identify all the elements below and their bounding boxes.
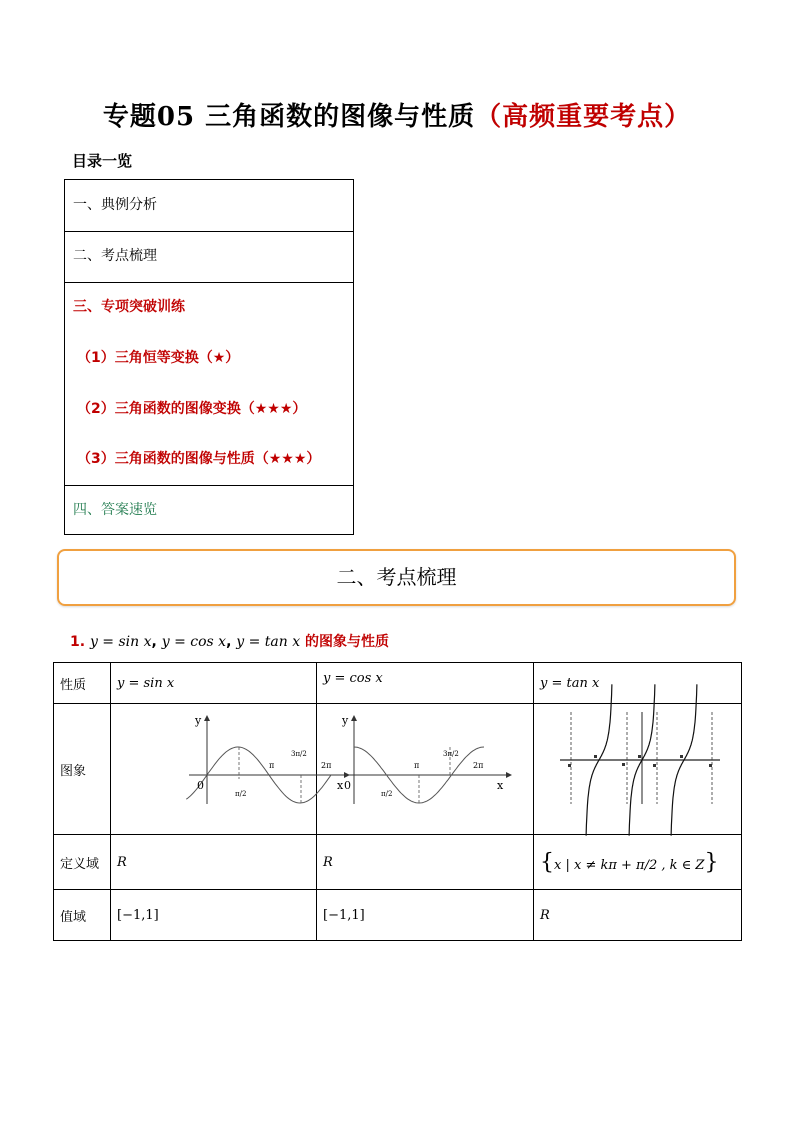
toc-divider [65, 485, 353, 486]
tan-graph-cell [534, 704, 742, 835]
row-label: 值域 [54, 890, 111, 941]
table-row [54, 835, 742, 890]
range-cos: [−1,1] [317, 890, 534, 941]
origin-label: 0 [344, 779, 351, 792]
origin-label: 0 [197, 779, 204, 792]
y-axis-label: y [342, 714, 349, 727]
y-axis-label: y [195, 714, 202, 727]
section-heading: 1. y = sin x, y = cos x, y = tan x 的图象与性质 [70, 634, 390, 650]
range-sin: [−1,1] [111, 890, 317, 941]
row-label: 定义域 [54, 835, 111, 890]
section-banner: 二、考点梳理 [57, 549, 736, 606]
title-main: 专题05 三角函数的图像与性质 [102, 102, 476, 132]
cos-graph-cell [317, 704, 534, 835]
table-row [54, 663, 742, 704]
row-label: 图象 [54, 704, 111, 835]
domain-cos: R [317, 835, 534, 890]
page-title [0, 96, 794, 133]
tick-label: π [414, 761, 420, 770]
toc-divider [65, 282, 353, 283]
tick-label: 3π/2 [443, 750, 459, 758]
tan-graph [534, 704, 741, 830]
header-cell: 性质 [54, 663, 111, 704]
table-row [54, 890, 742, 941]
domain-sin: R [111, 835, 317, 890]
tick-label: π [269, 761, 275, 770]
tick-label: 3π/2 [291, 750, 307, 758]
toc-box: 一、典例分析 二、考点梳理 三、专项突破训练 （1）三角恒等变换（★） （2）三角函数的图像变换（★★★） （3）三角函数的图像与性质（★★★） 四、答案速览 [64, 179, 354, 535]
title-highlight: （高频重要考点） [475, 102, 692, 132]
sin-graph-cell [111, 704, 344, 835]
cos-graph [317, 704, 533, 830]
x-axis-label: x [337, 779, 344, 792]
table-row [54, 704, 742, 835]
tick-label: 2π [321, 761, 332, 770]
header-cell: y = cos x [317, 663, 534, 704]
tick-label: π/2 [381, 790, 393, 798]
properties-table [53, 662, 742, 941]
toc-label: 目录一览 [72, 152, 133, 170]
sin-graph [111, 704, 344, 830]
tick-label: π/2 [235, 790, 247, 798]
domain-tan: {x | x ≠ kπ + π/2 , k ∈ Z} [534, 835, 742, 890]
range-tan: R [534, 890, 742, 941]
toc-divider [65, 231, 353, 232]
header-cell: y = sin x [111, 663, 317, 704]
header-cell: y = tan x [534, 663, 742, 704]
tick-label: 2π [473, 761, 484, 770]
x-axis-label: x [497, 779, 504, 792]
